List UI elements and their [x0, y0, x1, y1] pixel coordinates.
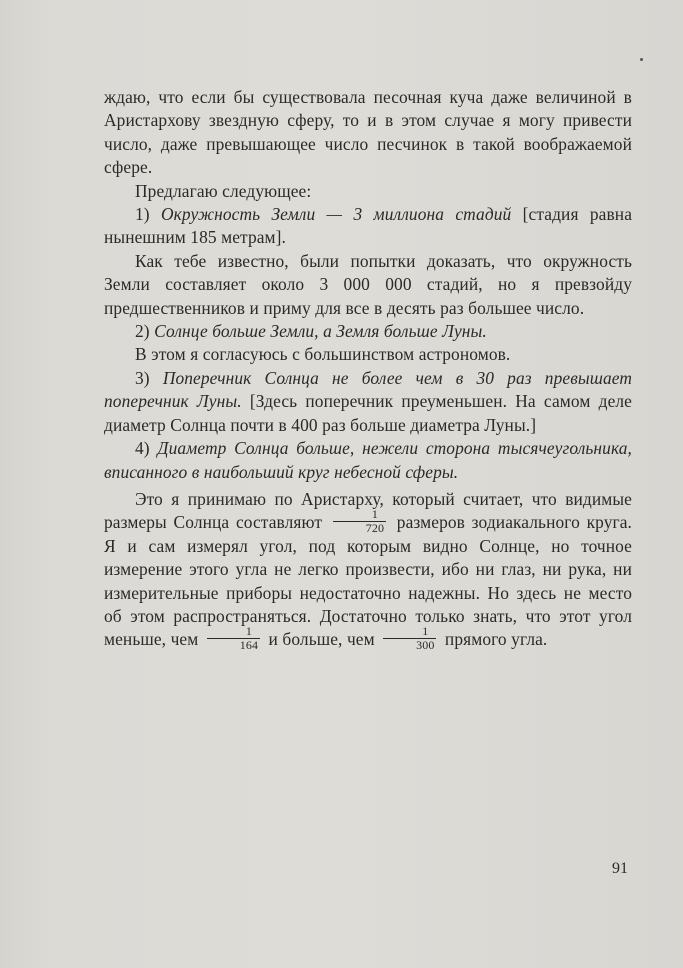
italic-run: Солнце больше Земли, а Земля больше Луны. [154, 321, 487, 342]
paragraph [104, 86, 632, 180]
fraction-denominator: 164 [239, 637, 259, 652]
text-run: и больше, чем [264, 629, 380, 650]
ink-speck [640, 58, 643, 61]
fraction-denominator: 300 [416, 637, 435, 652]
italic-run: Поперечник Солнца не более чем в 30 раз превышает поперечник Луны. [104, 367, 632, 412]
text-run: [стадия равна нынешним 185 метрам]. [104, 204, 633, 248]
paragraph [104, 367, 632, 437]
paragraph [104, 320, 632, 343]
text-run: [Здесь поперечник преуменьшен. На самом деле диаметр Солнца почти в 400 раз больше диаметра Луны.] [104, 391, 632, 435]
fraction-numerator: 1 [333, 508, 386, 522]
paragraph [104, 203, 632, 250]
text-run: ждаю, что если бы существовала песочная куча даже величиной в Аристархову звездную сферу, то и в этом случае я могу привести число, даже превышающее число песчинок в такой воображаемой сфере. [104, 87, 632, 178]
body-text [104, 86, 632, 652]
fraction [383, 625, 436, 652]
text-run: В этом я согласуюсь с большинством астрономов. [135, 344, 511, 365]
page-number: 91 [612, 860, 628, 877]
fraction-numerator: 1 [207, 625, 260, 639]
paragraph [104, 180, 632, 203]
text-run: прямого угла. [440, 629, 548, 650]
fraction [333, 508, 386, 535]
paragraph [104, 250, 632, 320]
text-run: 3) [135, 367, 163, 388]
italic-run: Окружность Земли — 3 миллиона стадий [161, 204, 512, 225]
text-run: размеров зодиакального круга. Я и сам измерял угол, под которым видно Солнце, но точное измерение этого угла не легко произвести, ибо ни глаз, ни рука, ни измерительные приборы недостаточно надежны. Но здесь не место об этом распространяться. Достаточно только знать, что этот угол меньше, чем [104, 512, 632, 650]
paragraph-aristarchus [104, 488, 632, 652]
fraction [207, 625, 260, 652]
fraction-numerator: 1 [383, 625, 436, 639]
paragraph [104, 343, 632, 366]
text-run: Как тебе известно, были попытки доказать, что окружность Земли составляет около 3 000 000 стадий, но я превзойду предшественников и приму для все в десять раз большее число. [104, 250, 632, 318]
text-run: Это я принимаю по Аристарху, который считает, что видимые размеры Солнца составляют [104, 488, 632, 533]
text-run: 1) [135, 204, 162, 225]
paragraph [104, 437, 632, 484]
italic-run: Диаметр Солнца больше, нежели сторона тысячеугольника, вписанного в наибольший круг небесной сферы. [104, 438, 633, 482]
text-run: 2) [135, 321, 155, 342]
fraction-denominator: 720 [365, 520, 385, 535]
text-run: Предлагаю следующее: [135, 180, 312, 201]
text-run: 4) [135, 438, 158, 459]
